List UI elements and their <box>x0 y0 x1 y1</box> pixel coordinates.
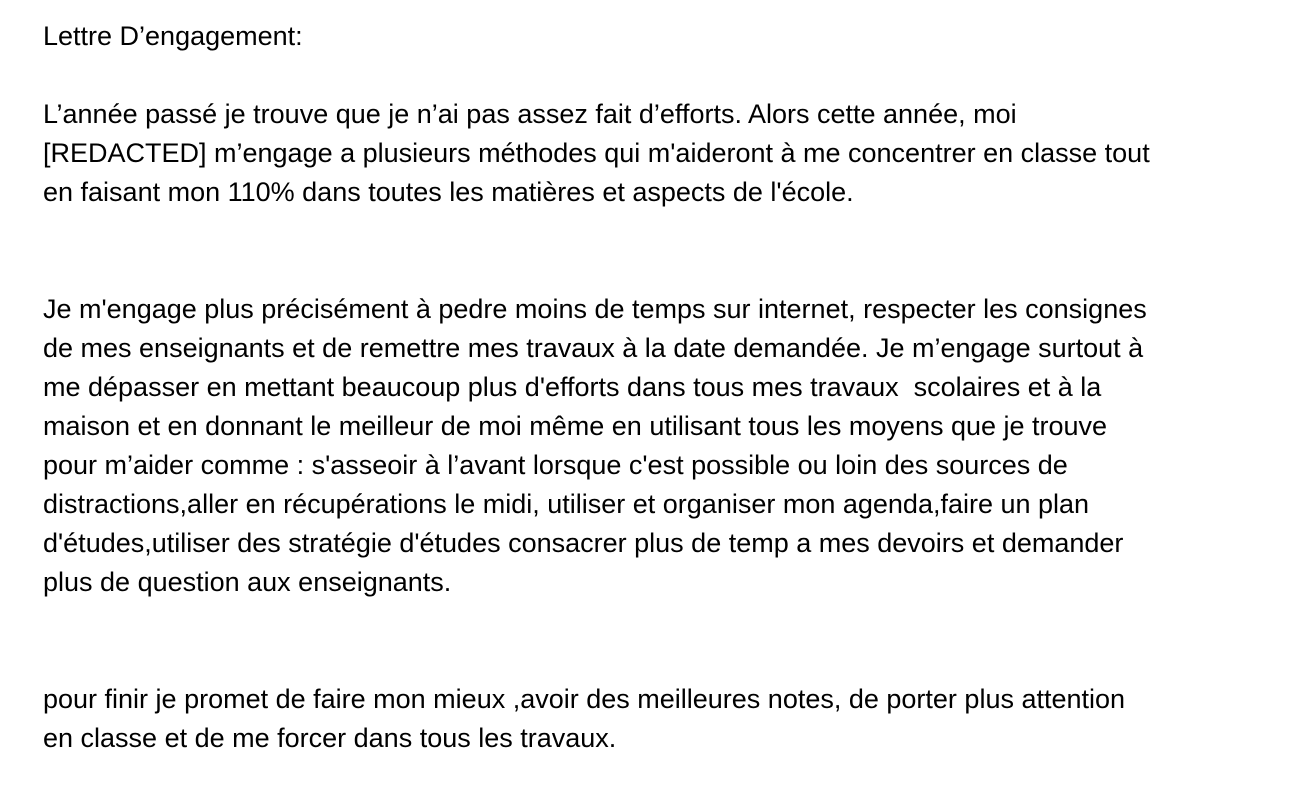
paragraph-2-line-4: maison et en donnant le meilleur de moi même en utilisant tous les moyens que je trouve <box>43 411 1108 441</box>
paragraph-2-line-2: de mes enseignants et de remettre mes travaux à la date demandée. Je m’engage surtout à <box>43 333 1144 363</box>
blank-line <box>43 251 1272 290</box>
blank-line <box>43 56 1272 95</box>
paragraph-2-line-7: d'études,utiliser des stratégie d'études consacrer plus de temp a mes devoirs et demander <box>43 528 1124 558</box>
paragraph-1-line-1: L’année passé je trouve que je n’ai pas assez fait d’efforts. Alors cette année, moi <box>43 99 1017 129</box>
paragraph-3-line-2: en classe et de me forcer dans tous les travaux. <box>43 723 617 753</box>
paragraph-3-line-1: pour finir je promet de faire mon mieux ,avoir des meilleures notes, de porter plus attention <box>43 684 1126 714</box>
paragraph-2-line-1: Je m'engage plus précisément à pedre moins de temps sur internet, respecter les consignes <box>43 294 1147 324</box>
paragraph-1-line-2: [REDACTED] m’engage a plusieurs méthodes qui m'aideront à me concentrer en classe tout <box>43 138 1150 168</box>
paragraph-2-line-5: pour m’aider comme : s'asseoir à l’avant lorsque c'est possible ou loin des sources de <box>43 450 1068 480</box>
blank-line <box>43 641 1272 680</box>
paragraph-2-line-6: distractions,aller en récupérations le midi, utiliser et organiser mon agenda,faire un plan <box>43 489 1090 519</box>
document-title: Lettre D’engagement: <box>43 21 303 51</box>
paragraph-2-line-3: me dépasser en mettant beaucoup plus d'efforts dans tous mes travaux scolaires et à la <box>43 372 1102 402</box>
blank-line <box>43 602 1272 641</box>
paragraph-1-line-3: en faisant mon 110% dans toutes les matières et aspects de l'école. <box>43 177 854 207</box>
paragraph-2-line-8: plus de question aux enseignants. <box>43 567 452 597</box>
blank-line <box>43 212 1272 251</box>
